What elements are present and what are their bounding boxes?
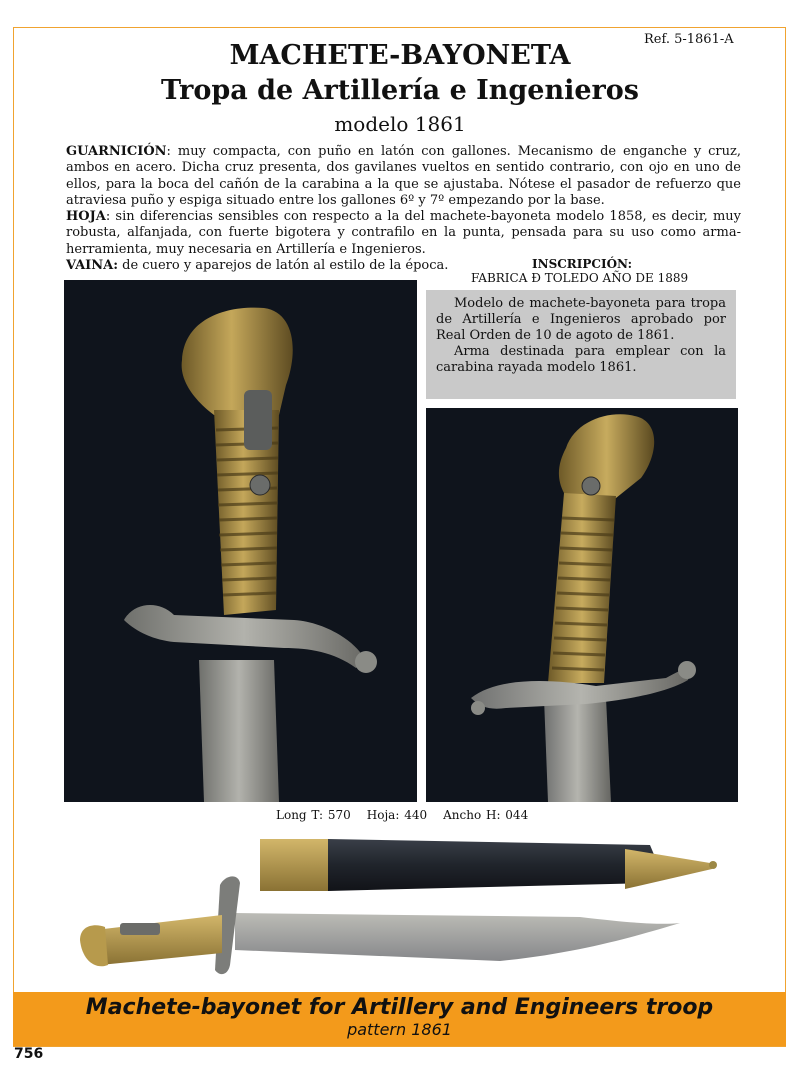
pommel-shape-right: [559, 414, 654, 501]
bayonet-catch: [120, 923, 160, 935]
description-block: [66, 144, 741, 274]
bayonet-blade: [235, 913, 680, 961]
vaina-label: VAINA:: [66, 258, 119, 274]
hoja-paragraph: [66, 209, 741, 258]
guard-finial: [355, 651, 377, 673]
catch-plate: [244, 390, 272, 450]
english-banner: [13, 992, 786, 1046]
info-paragraph-2: Arma destinada para emplear con la carabina rayada modelo 1861.: [436, 344, 726, 375]
measure-blade: Hoja: 440: [366, 808, 428, 822]
hilt-illustration-right: [426, 408, 738, 802]
scabbard-body: [328, 839, 660, 891]
english-title: Machete-bayonet for Artillery and Engineers troop: [85, 995, 714, 1020]
scabbard-tip: [709, 861, 717, 869]
inscription-text: FABRICA Ð TOLEDO AÑO DE 1889: [471, 271, 689, 285]
measurements: [276, 808, 544, 822]
info-paragraph-1: Modelo de machete-bayoneta para tropa de Artillería e Ingenieros aprobado por Real Orden de 10 de agoto de 1861.: [436, 296, 726, 343]
page-subtitle: Tropa de Artillería e Ingenieros: [161, 75, 639, 106]
rivet-right: [582, 477, 600, 495]
reference-code: Ref. 5-1861-A: [644, 32, 734, 47]
vaina-text: de cuero y aparejos de latón al estilo de la época.: [118, 258, 449, 274]
guarnicion-label: GUARNICIÓN: [66, 144, 167, 159]
bayonet-pommel: [80, 925, 108, 966]
english-subtitle: pattern 1861: [347, 1020, 452, 1039]
crossguard-shape: [124, 605, 364, 668]
hoja-text: : sin diferencias sensibles con respecto a la del machete-bayoneta modelo 1858, es decir, muy robusta, alfanjada, con fuerte bigotera y contrafilo en la punta, pensada para su uso como arma-herramienta, muy necesaria en Artillería e Ingenieros.: [66, 209, 741, 257]
scabbard-chape: [625, 849, 712, 889]
guard-eye-right: [471, 701, 485, 715]
hilt-photo-left: [64, 280, 417, 802]
hilt-photo-right: [426, 408, 738, 802]
page-title: MACHETE-BAYONETA: [229, 40, 571, 71]
measure-width: Ancho H: 044: [443, 808, 529, 822]
info-box: [426, 290, 736, 399]
blade-shape: [199, 660, 279, 802]
hilt-illustration-left: [64, 280, 417, 802]
guarnicion-paragraph: [66, 144, 741, 209]
bayonet-grip: [95, 915, 222, 965]
blade-shape-right: [544, 698, 611, 802]
scabbard-throat: [260, 839, 328, 891]
guarnicion-text: : muy compacta, con puño en latón con gallones. Mecanismo de enganche y cruz, ambos en acero. Dicha cruz presenta, dos gavilanes vueltos en sentido contrario, con ojo en uno de ellos, para la boca del cañón de la carabina a la que se ajustaba. Nótese el pasador de refuerzo que atraviesa puño y espiga situado entre los gallones 6º y 7º empezando por la base.: [66, 144, 741, 208]
measure-length: Long T: 570: [276, 808, 351, 822]
hoja-label: HOJA: [66, 209, 106, 225]
rivet: [250, 475, 270, 495]
model-year: modelo 1861: [334, 112, 466, 136]
full-bayonet-illustration: [60, 825, 740, 990]
pommel-shape: [182, 308, 293, 419]
page-number: 756: [14, 1046, 44, 1062]
guard-finial-right: [678, 661, 696, 679]
inscription-heading: INSCRIPCIÓN:: [532, 257, 632, 271]
